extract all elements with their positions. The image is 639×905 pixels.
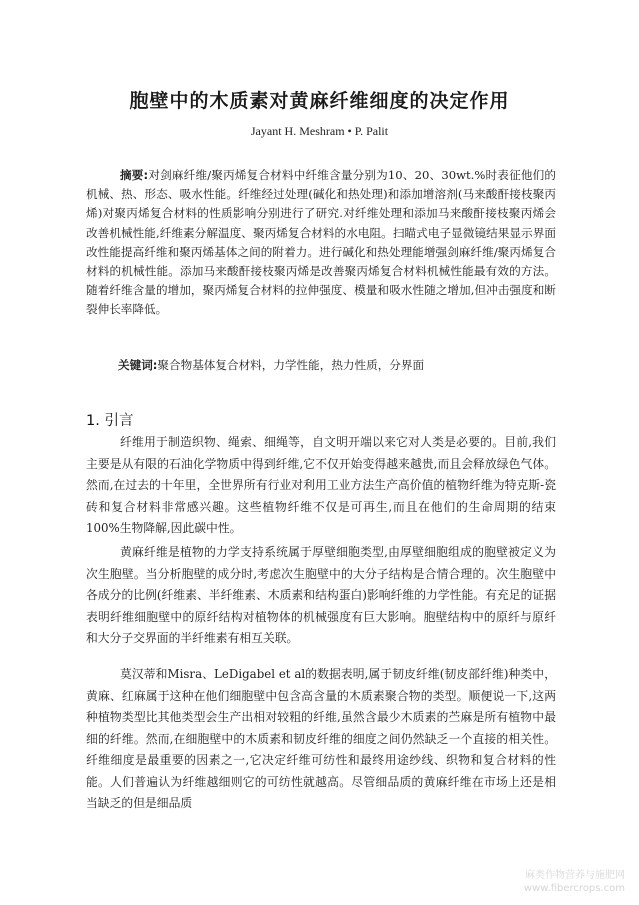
- author-line: Jayant H. Meshram • P. Palit: [250, 124, 389, 138]
- paragraph-text: 纤维用于制造织物、绳索、细绳等，自文明开端以来它对人类是必要的。目前,我们主要是从有限的石油化学物质中得到纤维,它不仅开始变得越来越贵,而且会释放绿色气体。然而,在过去的十年里，全世界所有行业对利用工业方法生产高价值的植物纤维为特克斯-瓷砖和复合材料非常感兴趣。这些植物纤维不仅是可再生,而且在他们的生命周期的结束100%生物降解,因此碳中性。: [86, 435, 556, 535]
- abstract-text: 对剑麻纤维/聚丙烯复合材料中纤维含量分别为10、20、30wt.%时表征他们的机械、热、形态、吸水性能。纤维经过处理(碱化和热处理)和添加增溶剂(马来酸酐接枝聚丙烯)对聚丙烯复合材料的性质影响分别进行了研究.对纤维处理和添加马来酸酐接枝聚丙烯会改善机械性能,纤维素分解温度、聚丙烯复合材料的水电阻。扫瞄式电子显微镜结果显示界面改性能提高纤维和聚丙烯基体之间的附着力。进行碱化和热处理能增强剑麻纤维/聚丙烯复合材料的机械性能。添加马来酸酐接枝聚丙烯是改善聚丙烯复合材料机械性能最有效的方法。随着纤维含量的增加，聚丙烯复合材料的拉伸强度、模量和吸水性随之增加,但冲击强度和断裂伸长率降低。: [86, 168, 556, 317]
- paragraph-text: 黄麻纤维是植物的力学支持系统属于厚壁细胞类型,由厚壁细胞组成的胞壁被定义为次生胞壁。当分析胞壁的成分时,考虑次生胞壁中的大分子结构是合情合理的。次生胞壁中各成分的比例(纤维素、半纤维素、木质素和结构蛋白)影响纤维的力学性能。有充足的证据表明纤维细胞壁中的原纤结构对植物体的机械强度有巨大影响。胞壁结构中的原纤与原纤和大分子交界面的半纤维素有相互关联。: [86, 545, 556, 645]
- paragraph-text: 莫汉蒂和Misra、LeDigabel et al的数据表明,属于韧皮纤维(韧皮部纤维)种类中，黄麻、红麻属于这种在他们细胞壁中包含高含量的木质素聚合物的类型。顺便说一下,这两种植物类型比其他类型会生产出相对较粗的纤维,虽然含最少木质素的苎麻是所有植物中最细的纤维。然而,在细胞壁中的木质素和韧皮纤维的细度之间仍然缺乏一个直接的相关性。纤维细度是最重要的因素之一,它决定纤维可纺性和最终用途纱线、织物和复合材料的性能。人们普遍认为纤维越细则它的可纺性就越高。尽管细品质的黄麻纤维在市场上还是相当缺乏的但是细品质: [86, 667, 556, 810]
- body-paragraph-2: [86, 542, 556, 650]
- watermark-line-2: www.fibercrops.com: [523, 883, 625, 894]
- paper-title: 胞壁中的木质素对黄麻纤维细度的决定作用: [129, 90, 510, 112]
- section-heading: 1. 引言: [86, 413, 134, 429]
- body-paragraph-1: [86, 432, 556, 540]
- site-watermark: [524, 869, 625, 895]
- abstract-block: [86, 166, 556, 320]
- watermark-line-1: 麻类作物营养与施肥网: [525, 870, 625, 881]
- keywords-text: 聚合物基体复合材料，力学性能，热力性质，分界面: [157, 358, 425, 372]
- abstract-label: 摘要:: [120, 168, 149, 182]
- keywords-line: [118, 357, 558, 373]
- abstract-paragraph: [86, 166, 556, 320]
- body-paragraph-3: [86, 664, 556, 815]
- keywords-label: 关键词:: [118, 358, 158, 372]
